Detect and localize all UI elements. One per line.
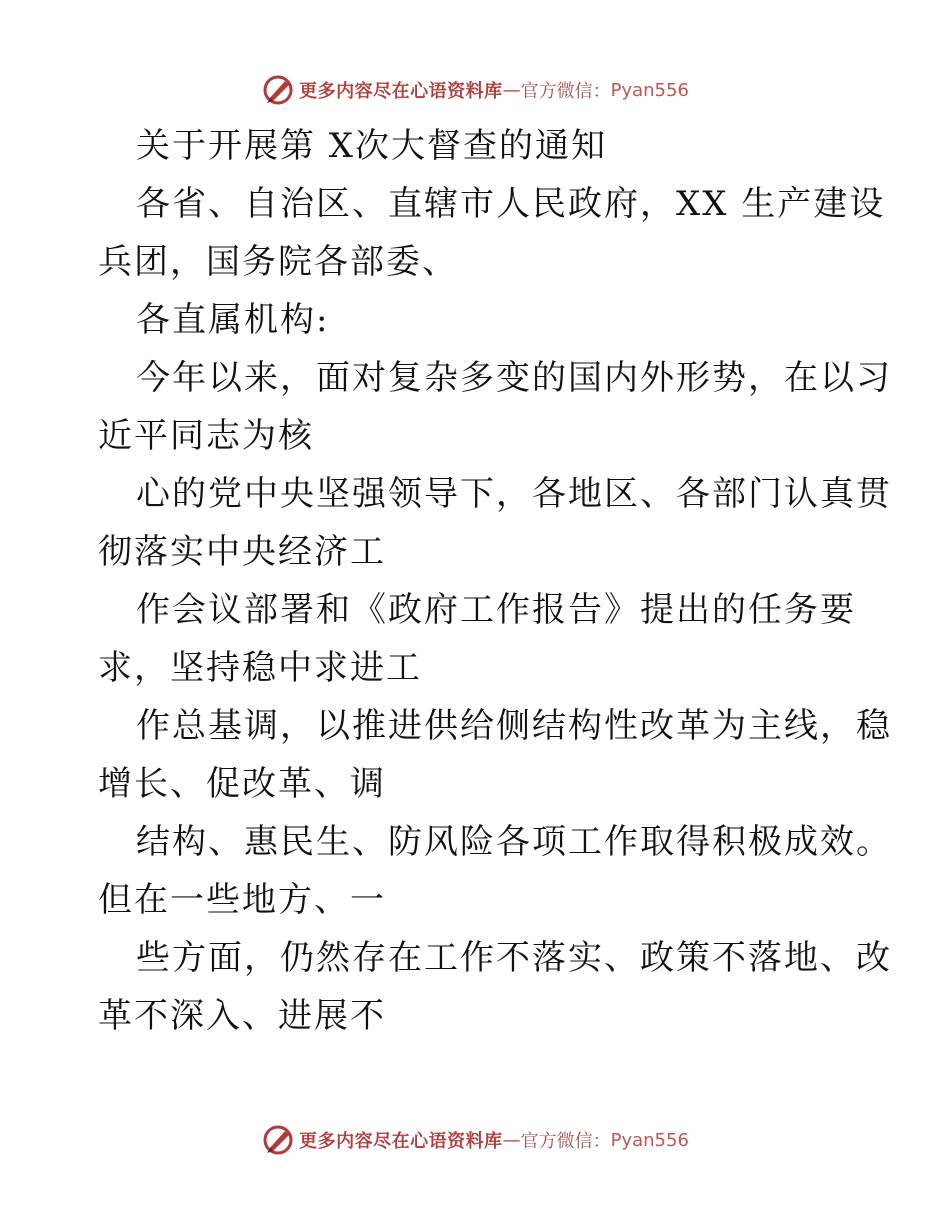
watermark-official: 官方微信：	[520, 1131, 611, 1152]
watermark-dash: —	[502, 79, 521, 101]
document-line: 各直属机构:	[136, 300, 330, 340]
watermark-dash: —	[502, 1129, 521, 1151]
pen-logo-icon	[261, 73, 295, 107]
document-line: 作总基调，以推进供给侧结构性改革为主线，稳	[136, 706, 892, 746]
document-line: 结构、惠民生、防风险各项工作取得积极成效。	[136, 822, 892, 862]
document-line: 些方面，仍然存在工作不落实、政策不落地、改	[136, 938, 892, 978]
watermark-text: 更多内容尽在心语资料库	[299, 81, 503, 102]
document-line: 近平同志为核	[98, 416, 314, 456]
watermark-official: 官方微信：	[520, 81, 611, 102]
document-line: 求，坚持稳中求进工	[98, 648, 422, 688]
document-line: 心的党中央坚强领导下，各地区、各部门认真贯	[136, 474, 892, 514]
document-line: 增长、促改革、调	[98, 764, 386, 804]
document-line: 关于开展第 X次大督查的通知	[136, 126, 608, 166]
watermark-id: Pyan556	[610, 79, 689, 101]
watermark-footer	[0, 1120, 950, 1160]
watermark-id: Pyan556	[610, 1129, 689, 1151]
document-line: 革不深入、进展不	[98, 996, 386, 1036]
document-line: 兵团，国务院各部委、	[98, 242, 458, 282]
pen-logo-icon	[261, 1123, 295, 1157]
watermark-header	[0, 70, 950, 110]
document-body	[98, 117, 892, 1045]
watermark-text: 更多内容尽在心语资料库	[299, 1131, 503, 1152]
document-line: 彻落实中央经济工	[98, 532, 386, 572]
document-line: 作会议部署和《政府工作报告》提出的任务要	[136, 590, 856, 630]
document-line: 但在一些地方、一	[98, 880, 386, 920]
document-line: 今年以来，面对复杂多变的国内外形势，在以习	[136, 358, 892, 398]
document-line: 各省、自治区、直辖市人民政府，XX 生产建设	[136, 184, 886, 224]
